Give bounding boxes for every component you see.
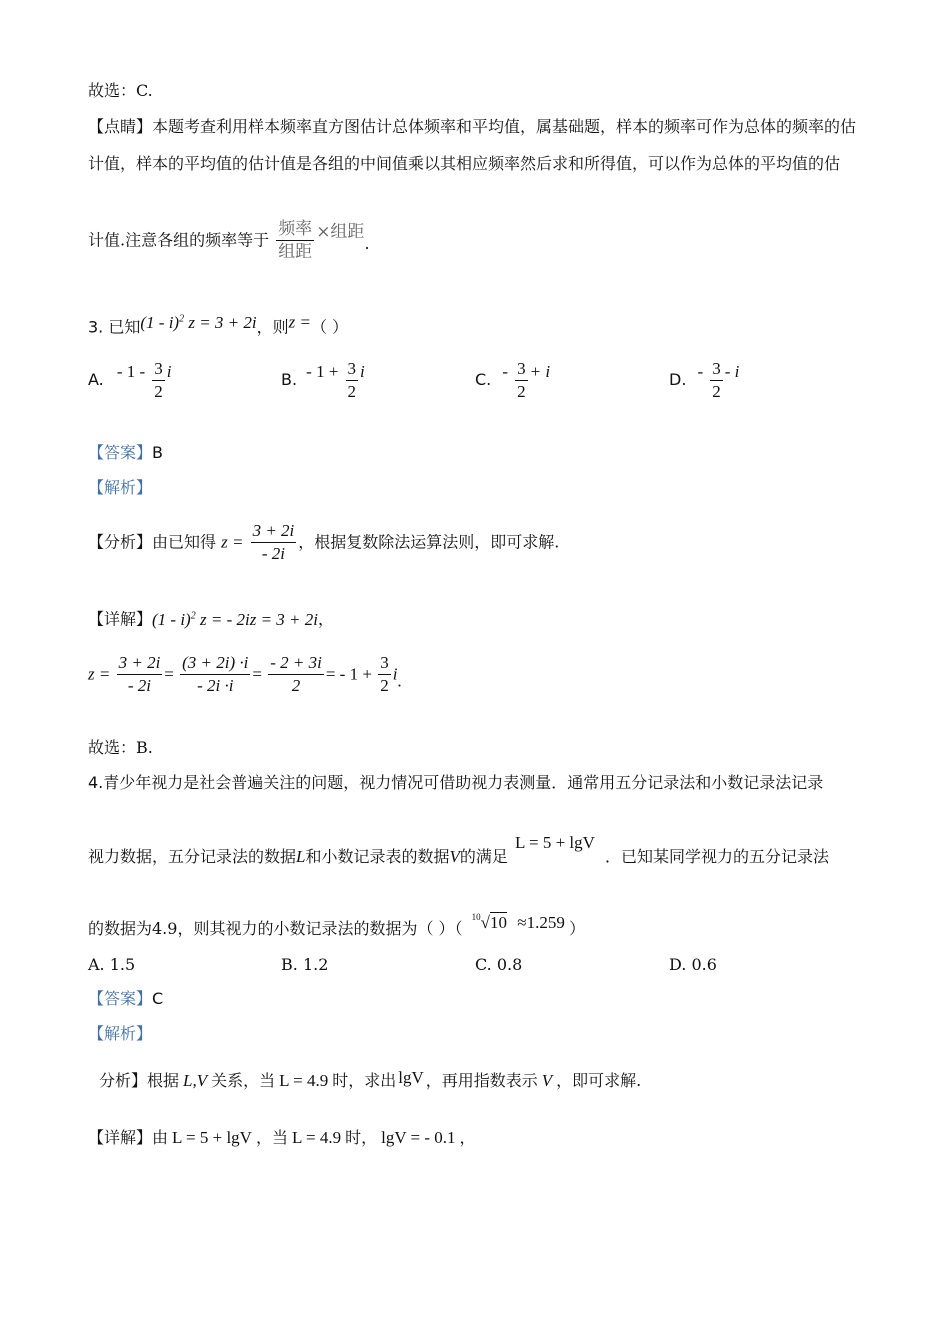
eq-frac-4-den: 2 [380,676,389,695]
eq-frac-1 [117,652,163,697]
q3-expr-rest: z = 3 + 2i [188,312,257,332]
q3-detail-label: 【详解】 [88,609,153,629]
radical-sign: √ [480,913,490,932]
q3-expr-base: (1 - i) [140,312,180,332]
q3-answer-label: 【答案】 [88,443,153,462]
q4-line-2-post: ．已知某同学视力的五分记录法 [604,847,829,866]
q4-option-b[interactable] [281,955,328,974]
q3-option-d[interactable] [669,358,739,403]
q4-option-a-letter: A. [88,955,105,974]
q4-fenxi-lgV: lgV [398,1068,424,1087]
freq-fraction [276,218,314,263]
q3-detail-base: (1 - i) [152,609,191,629]
q4-option-c-value: 0.8 [496,955,523,974]
q4-detail [88,1127,476,1149]
q3-stem-post: （ ） [311,317,349,337]
q3-option-d-letter: D. [669,370,687,389]
q4-option-d[interactable] [669,955,717,974]
q4-option-c[interactable] [475,955,522,974]
q3-option-a-post: i [166,362,172,381]
comment-text-1: 本题考查利用样本频率直方图估计总体频率和平均值，属基础题，样本的频率可作为总体的频率的估 [152,117,857,136]
q4-detail-mid: ，当 [255,1128,288,1147]
q3-stem-mid: ，则 [256,317,289,337]
q4-option-a[interactable] [88,955,135,974]
q3-option-c-letter: C. [475,370,492,389]
q4-option-a-value: 1.5 [109,955,136,974]
q4-option-d-value: 0.6 [691,955,717,974]
eq-frac-2 [180,652,250,697]
q3-choice: 故选：B. [88,738,153,757]
q4-option-c-letter: C. [475,955,492,974]
q3-fenxi-post: ，根据复数除法运算法则，即可求解. [298,532,560,552]
q3-option-d-num: 3 [710,358,723,381]
q3-option-a-den: 2 [154,382,163,401]
comment-text-3: 计值.注意各组的频率等于 [88,230,270,250]
q4-fenxi-eq: L = 4.9 [279,1071,329,1090]
eq-eq-3: = - 1 + [325,664,372,684]
q3-detail-comma: ， [318,609,335,629]
q3-stem-z: z = [288,312,311,332]
comment-end: . [364,234,370,253]
q3-equation [88,652,402,697]
q4-line-3-post: ） [569,919,586,938]
q4-option-b-value: 1.2 [302,955,329,974]
q3-option-d-den: 2 [712,382,721,401]
q3-fenxi [88,520,559,565]
q3-option-a-letter: A. [88,370,104,389]
root-value: ≈1.259 [517,913,565,932]
eq-eq-1: = [164,664,174,684]
q3-option-b-letter: B. [281,370,298,389]
eq-z: z = [88,664,111,684]
q4-option-b-letter: B. [281,955,298,974]
q3-option-d-frac [710,358,723,403]
eq-end: . [397,671,402,691]
root-radicand: 10 [489,913,507,932]
q3-option-c-den: 2 [517,382,526,401]
q4-number: 4. [88,773,104,792]
q3-option-b-pre: - 1 + [306,362,339,381]
q4-fenxi-LV: L,V [183,1071,208,1090]
q3-detail-rest: z = - 2iz = 3 + 2i [199,609,318,629]
q4-root [472,913,569,932]
q4-answer-label: 【答案】 [88,989,153,1008]
eq-frac-3 [268,652,324,697]
q3-option-b-den: 2 [347,382,356,401]
comment-line-3 [88,218,370,263]
q4-fenxi-mid: 关系，当 [211,1071,276,1090]
q3-expr-sup: 2 [179,313,185,324]
q4-fenxi-mid2: 时，求出 [332,1071,397,1090]
q4-detail-f2: L = 4.9 [291,1128,342,1147]
q4-formula: L = 5 + lgV [515,833,595,852]
q4-line-2-pre: 视力数据，五分记录法的数据 [88,847,297,866]
q3-option-b-post: i [360,362,365,381]
q3-option-b[interactable] [281,358,365,403]
q4-detail-label: 【详解】 [88,1128,153,1147]
q3-fenxi-frac [251,520,297,565]
q3-detail-expr [152,610,318,629]
q3-option-c-post: + i [529,362,551,381]
q3-detail-sup: 2 [190,610,196,621]
q3-fenxi-z: z = [221,532,244,552]
freq-numerator: 频率 [278,219,313,239]
q4-line-2-mid: 和小数记录表的数据 [305,847,450,866]
q3-analysis-label: 【解析】 [88,478,153,497]
q3-option-a-pre: - 1 - [116,362,146,381]
q4-fenxi-post: ，即可求解. [556,1071,642,1090]
q4-fenxi [99,1067,641,1092]
q3-fenxi-pre: 由已知得 [152,532,217,552]
q3-number: 3. [88,317,104,337]
root-index: 10 [471,912,481,922]
q3-option-b-frac [346,358,359,403]
q4-detail-pre: 由 [152,1128,169,1147]
q4-line-2 [88,832,829,868]
q3-option-d-pre: - [697,362,704,381]
eq-tail: i [392,664,398,684]
freq-denominator: 组距 [278,242,313,262]
q3-stem-pre: 已知 [108,317,141,337]
q4-option-d-letter: D. [669,955,687,974]
q4-line-3 [88,906,585,940]
q4-detail-f1: L = 5 + lgV [172,1128,252,1147]
q4-V: V [449,847,460,866]
q3-option-a-frac [152,358,165,403]
q4-line-1-text: 青少年视力是社会普遍关注的问题，视力情况可借助视力表测量．通常用五分记录法和小数记录法记录 [103,773,824,792]
q4-line-1 [88,772,823,794]
q3-fenxi-den: - 2i [261,544,285,563]
eq-frac-2-den: - 2i ·i [197,676,234,695]
q3-option-c-num: 3 [515,358,528,381]
q4-fenxi-V: V [541,1071,553,1090]
q4-detail-post: ， [459,1128,476,1147]
eq-frac-4 [378,652,391,697]
q3-answer [88,442,163,464]
freq-times: ×组距 [316,222,365,242]
eq-frac-2-num: (3 + 2i) ·i [180,652,250,675]
q3-option-d-post: - i [724,362,740,381]
q3-option-a-num: 3 [152,358,165,381]
q4-fenxi-pre: 分析】根据 [99,1071,180,1090]
q4-answer [88,988,163,1010]
q4-L: L [296,847,306,866]
comment-label: 【点睛】 [88,117,153,136]
q3-answer-value: B [152,443,163,462]
q3-fenxi-label: 【分析】 [88,532,153,552]
q4-fenxi-mid3: ，再用指数表示 [425,1071,538,1090]
q3-option-c[interactable] [475,358,550,403]
comment-line-1 [88,116,856,138]
q4-answer-value: C [152,989,164,1008]
q3-option-a[interactable] [88,358,172,403]
eq-frac-3-num: - 2 + 3i [268,652,324,675]
eq-frac-4-num: 3 [378,652,391,675]
q3-stem [88,308,348,339]
q3-option-c-frac [515,358,528,403]
q4-detail-f3: lgV = - 0.1 [381,1128,456,1147]
q3-option-c-pre: - [502,362,509,381]
q4-analysis-label: 【解析】 [88,1024,153,1043]
q3-option-b-num: 3 [346,358,359,381]
q3-fenxi-num: 3 + 2i [251,520,297,543]
q4-detail-mid2: 时， [345,1128,378,1147]
q3-detail [88,605,334,631]
eq-frac-1-den: - 2i [127,676,152,695]
eq-frac-3-den: 2 [291,676,301,695]
q4-line-2-mid2: 的满足 [459,847,508,866]
q4-line-3-pre: 的数据为4.9，则其视力的小数记录法的数据为（ ）（ [88,919,463,938]
q3-stem-expr [140,313,256,332]
eq-eq-2: = [252,664,262,684]
eq-frac-1-num: 3 + 2i [117,652,163,675]
comment-line-2: 计值，样本的平均值的估计值是各组的中间值乘以其相应频率然后求和所得值，可以作为总体的平均值的估 [88,154,841,173]
choice-line: 故选：C. [88,81,153,100]
